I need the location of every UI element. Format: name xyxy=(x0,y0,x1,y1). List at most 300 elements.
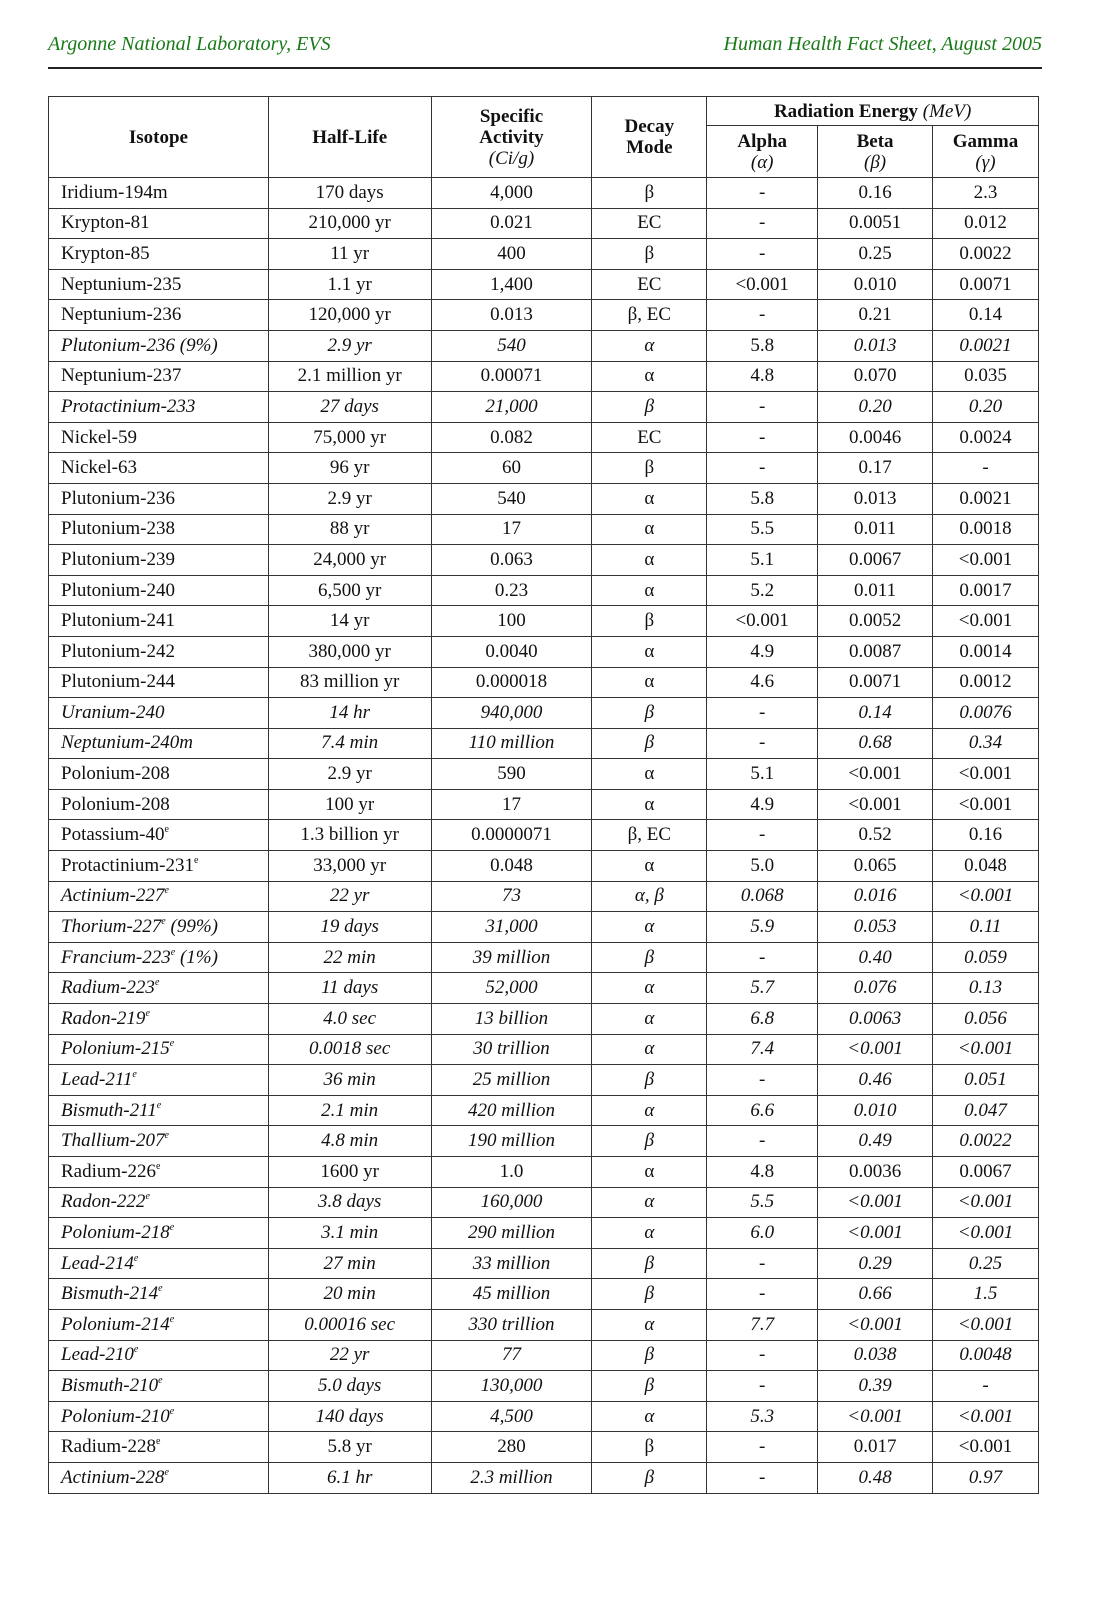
table-row xyxy=(49,453,1039,484)
footnote-marker: e xyxy=(169,1313,175,1325)
decay-mode-cell: EC xyxy=(592,269,707,300)
table-row xyxy=(49,361,1039,392)
gamma-energy-cell: <0.001 xyxy=(933,1187,1039,1218)
half-life-cell: 22 yr xyxy=(268,1340,431,1371)
alpha-energy-cell: - xyxy=(707,178,818,209)
isotope-cell xyxy=(49,667,269,698)
isotope-cell xyxy=(49,636,269,667)
isotope-name: Bismuth-214 xyxy=(61,1283,159,1305)
alpha-energy-cell: - xyxy=(707,1279,818,1310)
isotope-cell xyxy=(49,392,269,423)
isotope-name: Polonium-208 xyxy=(61,793,170,815)
table-row xyxy=(49,1187,1039,1218)
specific-activity-cell: 100 xyxy=(431,606,592,637)
table-row xyxy=(49,667,1039,698)
decay-mode-cell: β xyxy=(592,1248,707,1279)
alpha-energy-cell: 7.4 xyxy=(707,1034,818,1065)
beta-energy-cell: 0.016 xyxy=(818,881,933,912)
alpha-energy-cell: - xyxy=(707,698,818,729)
half-life-cell: 1.1 yr xyxy=(268,269,431,300)
isotope-cell xyxy=(49,545,269,576)
alpha-energy-cell: 4.9 xyxy=(707,636,818,667)
gamma-energy-cell: <0.001 xyxy=(933,545,1039,576)
isotope-name: Potassium-40 xyxy=(61,824,165,846)
alpha-energy-cell: 5.5 xyxy=(707,1187,818,1218)
isotope-cell xyxy=(49,1401,269,1432)
isotope-cell xyxy=(49,912,269,943)
isotope-cell xyxy=(49,1126,269,1157)
beta-energy-cell: 0.076 xyxy=(818,973,933,1004)
half-life-cell: 75,000 yr xyxy=(268,422,431,453)
specific-activity-cell: 77 xyxy=(431,1340,592,1371)
table-row xyxy=(49,698,1039,729)
beta-energy-cell: <0.001 xyxy=(818,1218,933,1249)
footnote-marker: e xyxy=(133,1344,139,1356)
gamma-energy-cell: <0.001 xyxy=(933,1401,1039,1432)
isotope-cell xyxy=(49,881,269,912)
decay-mode-cell: α xyxy=(592,483,707,514)
isotope-name: Plutonium-238 xyxy=(61,518,176,540)
specific-activity-cell: 590 xyxy=(431,759,592,790)
isotope-name: Polonium-215 xyxy=(61,1038,170,1060)
beta-energy-cell: 0.46 xyxy=(818,1065,933,1096)
isotope-cell xyxy=(49,759,269,790)
isotope-cell xyxy=(49,1309,269,1340)
specific-activity-cell: 940,000 xyxy=(431,698,592,729)
table-row xyxy=(49,178,1039,209)
decay-mode-cell: α xyxy=(592,759,707,790)
beta-energy-cell: 0.017 xyxy=(818,1432,933,1463)
specific-activity-cell: 400 xyxy=(431,239,592,270)
beta-energy-cell: 0.0067 xyxy=(818,545,933,576)
isotope-name: Radon-219 xyxy=(61,1007,146,1029)
isotope-name: Francium-223 xyxy=(61,946,171,968)
isotope-name: Lead-210 xyxy=(61,1344,134,1366)
half-life-cell: 140 days xyxy=(268,1401,431,1432)
specific-activity-cell: 110 million xyxy=(431,728,592,759)
half-life-cell: 20 min xyxy=(268,1279,431,1310)
isotope-name: Plutonium-244 xyxy=(61,671,176,693)
gamma-energy-cell: 0.059 xyxy=(933,942,1039,973)
decay-mode-cell: β, EC xyxy=(592,820,707,851)
footnote-marker: e xyxy=(145,1007,150,1019)
alpha-energy-cell: - xyxy=(707,1248,818,1279)
decay-mode-cell: β xyxy=(592,1371,707,1402)
beta-energy-cell: <0.001 xyxy=(818,759,933,790)
isotope-name: Nickel-63 xyxy=(61,457,137,479)
isotope-cell xyxy=(49,178,269,209)
beta-energy-cell: 0.68 xyxy=(818,728,933,759)
isotope-name: Plutonium-236 xyxy=(61,487,176,509)
isotope-name: Actinium-228 xyxy=(61,1466,165,1488)
beta-energy-cell: 0.010 xyxy=(818,1095,933,1126)
isotope-table-body xyxy=(49,178,1039,1494)
decay-mode-cell: α xyxy=(592,973,707,1004)
half-life-cell: 3.1 min xyxy=(268,1218,431,1249)
specific-activity-cell: 160,000 xyxy=(431,1187,592,1218)
half-life-cell: 11 days xyxy=(268,973,431,1004)
half-life-cell: 19 days xyxy=(268,912,431,943)
specific-activity-cell: 0.00071 xyxy=(431,361,592,392)
gamma-energy-cell: 0.0021 xyxy=(933,483,1039,514)
table-row xyxy=(49,1340,1039,1371)
half-life-cell: 2.9 yr xyxy=(268,483,431,514)
decay-mode-cell: β xyxy=(592,698,707,729)
specific-activity-cell: 0.23 xyxy=(431,575,592,606)
col-header-radiation-energy xyxy=(707,97,1039,126)
table-row xyxy=(49,300,1039,331)
decay-mode-cell: β xyxy=(592,728,707,759)
alpha-energy-cell: - xyxy=(707,239,818,270)
gamma-energy-cell: 2.3 xyxy=(933,178,1039,209)
decay-mode-cell: α xyxy=(592,361,707,392)
isotope-cell xyxy=(49,1218,269,1249)
gamma-energy-cell: 0.0018 xyxy=(933,514,1039,545)
alpha-energy-cell: <0.001 xyxy=(707,606,818,637)
beta-symbol: (β) xyxy=(864,151,887,173)
isotope-cell xyxy=(49,361,269,392)
decay-mode-cell: β xyxy=(592,942,707,973)
isotope-cell xyxy=(49,789,269,820)
alpha-energy-cell: 4.8 xyxy=(707,1157,818,1188)
half-life-cell: 6.1 hr xyxy=(268,1462,431,1493)
table-row xyxy=(49,606,1039,637)
table-row xyxy=(49,1157,1039,1188)
isotope-name: Protactinium-231 xyxy=(61,854,194,876)
isotope-name: Krypton-85 xyxy=(61,242,150,264)
gamma-energy-cell: 0.14 xyxy=(933,300,1039,331)
footnote-marker: e xyxy=(133,1252,139,1264)
gamma-energy-cell: <0.001 xyxy=(933,606,1039,637)
table-row xyxy=(49,422,1039,453)
alpha-energy-cell: 5.5 xyxy=(707,514,818,545)
footnote-marker: e xyxy=(164,1466,169,1478)
beta-energy-cell: <0.001 xyxy=(818,1187,933,1218)
alpha-energy-cell: - xyxy=(707,1371,818,1402)
alpha-energy-cell: - xyxy=(707,392,818,423)
footnote-marker: e xyxy=(169,1405,175,1417)
alpha-energy-cell: - xyxy=(707,728,818,759)
beta-energy-cell: 0.053 xyxy=(818,912,933,943)
specific-activity-unit: (Ci/g) xyxy=(488,147,535,169)
half-life-cell: 6,500 yr xyxy=(268,575,431,606)
specific-activity-cell: 0.082 xyxy=(431,422,592,453)
footnote-marker: e xyxy=(158,1374,163,1386)
decay-mode-cell: α xyxy=(592,1157,707,1188)
specific-activity-label: Specific Activity xyxy=(479,105,544,148)
specific-activity-cell: 17 xyxy=(431,514,592,545)
decay-mode-cell: α xyxy=(592,789,707,820)
specific-activity-cell: 33 million xyxy=(431,1248,592,1279)
decay-mode-cell: β xyxy=(592,453,707,484)
decay-mode-line1: Decay xyxy=(624,116,675,137)
isotope-cell xyxy=(49,698,269,729)
alpha-energy-cell: 5.3 xyxy=(707,1401,818,1432)
alpha-energy-cell: 5.2 xyxy=(707,575,818,606)
specific-activity-cell: 290 million xyxy=(431,1218,592,1249)
isotope-cell xyxy=(49,1187,269,1218)
half-life-cell: 380,000 yr xyxy=(268,636,431,667)
isotope-cell xyxy=(49,942,269,973)
gamma-energy-cell: 0.056 xyxy=(933,1004,1039,1035)
table-row xyxy=(49,1309,1039,1340)
isotope-cell xyxy=(49,1065,269,1096)
gamma-energy-cell: 0.012 xyxy=(933,208,1039,239)
isotope-cell xyxy=(49,820,269,851)
isotope-name: Radium-226 xyxy=(61,1160,156,1182)
alpha-energy-cell: 4.8 xyxy=(707,361,818,392)
isotope-cell xyxy=(49,851,269,882)
half-life-cell: 170 days xyxy=(268,178,431,209)
beta-energy-cell: 0.065 xyxy=(818,851,933,882)
gamma-energy-cell: 0.0022 xyxy=(933,1126,1039,1157)
isotope-name: Neptunium-236 xyxy=(61,304,182,326)
beta-energy-cell: 0.52 xyxy=(818,820,933,851)
half-life-cell: 7.4 min xyxy=(268,728,431,759)
gamma-energy-cell: 0.0067 xyxy=(933,1157,1039,1188)
radiation-energy-unit: (MeV) xyxy=(922,100,972,122)
table-row xyxy=(49,912,1039,943)
half-life-cell: 5.8 yr xyxy=(268,1432,431,1463)
table-row xyxy=(49,330,1039,361)
isotope-name: Actinium-227 xyxy=(61,885,165,907)
decay-mode-cell: EC xyxy=(592,208,707,239)
decay-mode-cell: α xyxy=(592,545,707,576)
decay-mode-cell: β xyxy=(592,606,707,637)
isotope-cell xyxy=(49,728,269,759)
gamma-energy-cell: 0.25 xyxy=(933,1248,1039,1279)
table-row xyxy=(49,483,1039,514)
decay-mode-cell: β xyxy=(592,1462,707,1493)
specific-activity-cell: 420 million xyxy=(431,1095,592,1126)
table-row xyxy=(49,728,1039,759)
gamma-energy-cell: <0.001 xyxy=(933,759,1039,790)
table-row xyxy=(49,759,1039,790)
table-row xyxy=(49,514,1039,545)
footnote-marker: e xyxy=(193,854,199,866)
isotope-name: Radium-223 xyxy=(61,977,155,999)
isotope-name: Polonium-210 xyxy=(61,1405,170,1427)
specific-activity-cell: 190 million xyxy=(431,1126,592,1157)
decay-mode-cell: α xyxy=(592,1095,707,1126)
footnote-marker: e xyxy=(164,885,169,897)
gamma-energy-cell: 1.5 xyxy=(933,1279,1039,1310)
isotope-cell xyxy=(49,973,269,1004)
half-life-cell: 1600 yr xyxy=(268,1157,431,1188)
alpha-energy-cell: - xyxy=(707,820,818,851)
gamma-energy-cell: <0.001 xyxy=(933,1034,1039,1065)
beta-energy-cell: 0.40 xyxy=(818,942,933,973)
isotope-name: Bismuth-210 xyxy=(61,1374,159,1396)
gamma-energy-cell: <0.001 xyxy=(933,789,1039,820)
gamma-energy-cell: 0.047 xyxy=(933,1095,1039,1126)
beta-energy-cell: 0.013 xyxy=(818,483,933,514)
half-life-cell: 210,000 yr xyxy=(268,208,431,239)
footnote-marker: e xyxy=(132,1069,137,1081)
half-life-cell: 4.8 min xyxy=(268,1126,431,1157)
table-row xyxy=(49,269,1039,300)
specific-activity-cell: 540 xyxy=(431,330,592,361)
gamma-energy-cell: 0.0024 xyxy=(933,422,1039,453)
isotope-name: Radium-228 xyxy=(61,1436,156,1458)
footnote-marker: e xyxy=(164,824,169,836)
decay-mode-cell: α xyxy=(592,1187,707,1218)
half-life-cell: 96 yr xyxy=(268,453,431,484)
isotope-name: Thorium-227 xyxy=(61,916,162,938)
specific-activity-cell: 4,500 xyxy=(431,1401,592,1432)
isotope-name: Plutonium-242 xyxy=(61,640,176,662)
gamma-energy-cell: 0.34 xyxy=(933,728,1039,759)
alpha-symbol: (α) xyxy=(750,151,774,173)
beta-energy-cell: 0.0046 xyxy=(818,422,933,453)
half-life-cell: 2.9 yr xyxy=(268,759,431,790)
half-life-cell: 24,000 yr xyxy=(268,545,431,576)
decay-mode-cell: α xyxy=(592,1309,707,1340)
alpha-energy-cell: 4.6 xyxy=(707,667,818,698)
beta-energy-cell: 0.48 xyxy=(818,1462,933,1493)
isotope-cell xyxy=(49,1248,269,1279)
beta-energy-cell: 0.16 xyxy=(818,178,933,209)
gamma-energy-cell: 0.11 xyxy=(933,912,1039,943)
gamma-energy-cell: - xyxy=(933,1371,1039,1402)
beta-energy-cell: 0.20 xyxy=(818,392,933,423)
alpha-energy-cell: - xyxy=(707,1065,818,1096)
alpha-energy-cell: 0.068 xyxy=(707,881,818,912)
specific-activity-cell: 1,400 xyxy=(431,269,592,300)
isotope-name: Thallium-207 xyxy=(61,1130,165,1152)
gamma-energy-cell: <0.001 xyxy=(933,1309,1039,1340)
specific-activity-cell: 31,000 xyxy=(431,912,592,943)
half-life-cell: 11 yr xyxy=(268,239,431,270)
beta-energy-cell: 0.29 xyxy=(818,1248,933,1279)
isotope-name: Plutonium-236 xyxy=(61,334,175,356)
table-row xyxy=(49,1432,1039,1463)
gamma-energy-cell: 0.13 xyxy=(933,973,1039,1004)
gamma-energy-cell: 0.0017 xyxy=(933,575,1039,606)
gamma-energy-cell: 0.0014 xyxy=(933,636,1039,667)
isotope-cell xyxy=(49,1034,269,1065)
alpha-energy-cell: 6.8 xyxy=(707,1004,818,1035)
isotope-cell xyxy=(49,239,269,270)
isotope-branch-note: (9%) xyxy=(175,334,218,356)
half-life-cell: 22 min xyxy=(268,942,431,973)
alpha-energy-cell: 5.1 xyxy=(707,759,818,790)
gamma-energy-cell: 0.97 xyxy=(933,1462,1039,1493)
table-row xyxy=(49,636,1039,667)
isotope-name: Iridium-194m xyxy=(61,181,168,203)
half-life-cell: 0.0018 sec xyxy=(268,1034,431,1065)
gamma-symbol: (γ) xyxy=(975,151,996,173)
table-row xyxy=(49,789,1039,820)
gamma-energy-cell: 0.0071 xyxy=(933,269,1039,300)
half-life-cell: 0.00016 sec xyxy=(268,1309,431,1340)
specific-activity-cell: 73 xyxy=(431,881,592,912)
isotope-cell xyxy=(49,422,269,453)
alpha-energy-cell: 5.8 xyxy=(707,330,818,361)
table-row xyxy=(49,545,1039,576)
isotope-cell xyxy=(49,330,269,361)
alpha-energy-cell: 6.6 xyxy=(707,1095,818,1126)
specific-activity-cell: 60 xyxy=(431,453,592,484)
alpha-energy-cell: <0.001 xyxy=(707,269,818,300)
decay-mode-cell: β xyxy=(592,1432,707,1463)
gamma-energy-cell: <0.001 xyxy=(933,1432,1039,1463)
isotope-name: Lead-211 xyxy=(61,1069,133,1091)
alpha-label: Alpha xyxy=(737,130,788,152)
decay-mode-cell: α xyxy=(592,330,707,361)
isotope-cell xyxy=(49,1340,269,1371)
specific-activity-cell: 21,000 xyxy=(431,392,592,423)
table-row xyxy=(49,851,1039,882)
half-life-cell: 14 yr xyxy=(268,606,431,637)
specific-activity-cell: 130,000 xyxy=(431,1371,592,1402)
col-header-beta xyxy=(818,126,933,178)
alpha-energy-cell: - xyxy=(707,300,818,331)
isotope-cell xyxy=(49,575,269,606)
specific-activity-cell: 39 million xyxy=(431,942,592,973)
col-header-decay-mode xyxy=(592,97,707,178)
decay-mode-cell: β xyxy=(592,1126,707,1157)
table-row xyxy=(49,881,1039,912)
gamma-label: Gamma xyxy=(952,130,1019,152)
table-row xyxy=(49,942,1039,973)
col-header-isotope: Isotope xyxy=(49,97,269,178)
alpha-energy-cell: 5.1 xyxy=(707,545,818,576)
isotope-cell xyxy=(49,514,269,545)
alpha-energy-cell: - xyxy=(707,208,818,239)
beta-energy-cell: <0.001 xyxy=(818,1034,933,1065)
table-row xyxy=(49,973,1039,1004)
isotope-name: Uranium-240 xyxy=(61,701,165,723)
isotope-branch-note: (1%) xyxy=(175,946,218,968)
alpha-energy-cell: - xyxy=(707,1462,818,1493)
beta-energy-cell: 0.0063 xyxy=(818,1004,933,1035)
alpha-energy-cell: 6.0 xyxy=(707,1218,818,1249)
isotope-cell xyxy=(49,1004,269,1035)
table-row xyxy=(49,208,1039,239)
beta-energy-cell: 0.038 xyxy=(818,1340,933,1371)
alpha-energy-cell: 5.7 xyxy=(707,973,818,1004)
decay-mode-cell: β, EC xyxy=(592,300,707,331)
beta-energy-cell: <0.001 xyxy=(818,1401,933,1432)
specific-activity-cell: 45 million xyxy=(431,1279,592,1310)
half-life-cell: 33,000 yr xyxy=(268,851,431,882)
isotope-name: Plutonium-240 xyxy=(61,579,176,601)
gamma-energy-cell: 0.0048 xyxy=(933,1340,1039,1371)
isotope-cell xyxy=(49,1279,269,1310)
beta-energy-cell: 0.0051 xyxy=(818,208,933,239)
gamma-energy-cell: 0.051 xyxy=(933,1065,1039,1096)
table-row xyxy=(49,239,1039,270)
footnote-marker: e xyxy=(161,916,166,928)
isotope-cell xyxy=(49,269,269,300)
gamma-energy-cell: <0.001 xyxy=(933,1218,1039,1249)
table-row xyxy=(49,1371,1039,1402)
half-life-cell: 3.8 days xyxy=(268,1187,431,1218)
alpha-energy-cell: 5.8 xyxy=(707,483,818,514)
table-row xyxy=(49,575,1039,606)
header-org: Argonne National Laboratory, EVS xyxy=(48,33,331,55)
gamma-energy-cell: 0.0021 xyxy=(933,330,1039,361)
isotope-cell xyxy=(49,300,269,331)
specific-activity-cell: 330 trillion xyxy=(431,1309,592,1340)
footnote-marker: e xyxy=(154,977,160,989)
gamma-energy-cell: 0.0076 xyxy=(933,698,1039,729)
isotope-name: Radon-222 xyxy=(61,1191,146,1213)
alpha-energy-cell: - xyxy=(707,1432,818,1463)
header-doc-title: Human Health Fact Sheet, August 2005 xyxy=(723,33,1042,55)
isotope-cell xyxy=(49,453,269,484)
